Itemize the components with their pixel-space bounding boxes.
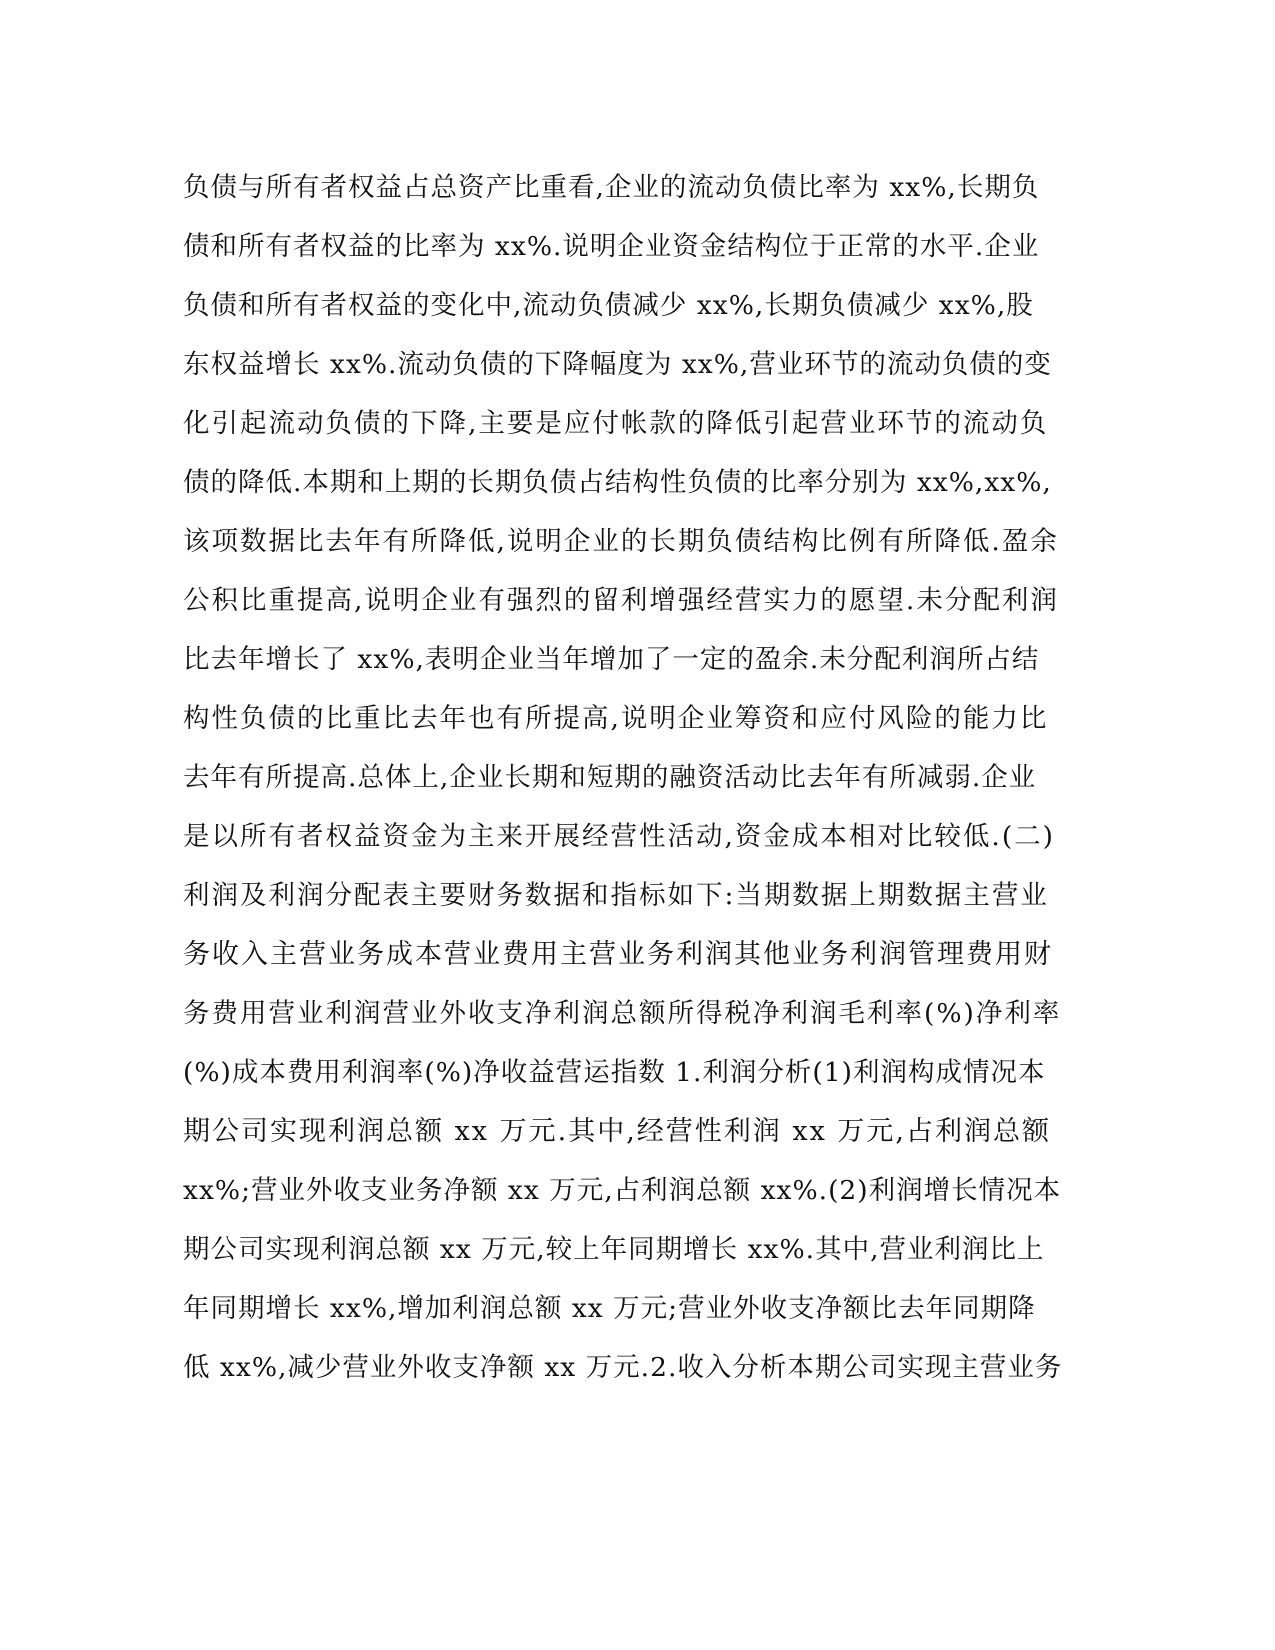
text-line: 利润及利润分配表主要财务数据和指标如下:当期数据上期数据主营业: [183, 880, 1049, 911]
text-line: 构性负债的比重比去年也有所提高,说明企业筹资和应付风险的能力比: [183, 703, 1049, 734]
text-line: 该项数据比去年有所降低,说明企业的长期负债结构比例有所降低.盈余: [183, 526, 1059, 557]
text-line: 债和所有者权益的比率为 xx%.说明企业资金结构位于正常的水平.企业: [183, 231, 1040, 262]
text-line: 负债与所有者权益占总资产比重看,企业的流动负债比率为 xx%,长期负: [183, 172, 1040, 203]
text-line: 东权益增长 xx%.流动负债的下降幅度为 xx%,营业环节的流动负债的变: [183, 349, 1052, 380]
text-line: 化引起流动负债的下降,主要是应付帐款的降低引起营业环节的流动负: [183, 408, 1049, 439]
text-line: 低 xx%,减少营业外收支净额 xx 万元.2.收入分析本期公司实现主营业务: [183, 1352, 1063, 1383]
text-line: 债的降低.本期和上期的长期负债占结构性负债的比率分别为 xx%,xx%,: [183, 467, 1052, 498]
text-line: 务费用营业利润营业外收支净利润总额所得税净利润毛利率(%)净利率: [183, 998, 1062, 1029]
text-line: (%)成本费用利润率(%)净收益营运指数 1.利润分析(1)利润构成情况本: [183, 1057, 1046, 1088]
text-line: 年同期增长 xx%,增加利润总额 xx 万元;营业外收支净额比去年同期降: [183, 1293, 1036, 1324]
text-line: 是以所有者权益资金为主来开展经营性活动,资金成本相对比较低.(二): [183, 821, 1056, 852]
text-line: xx%;营业外收支业务净额 xx 万元,占利润总额 xx%.(2)利润增长情况本: [183, 1175, 1062, 1206]
body-text: [183, 158, 1063, 1397]
text-line: 去年有所提高.总体上,企业长期和短期的融资活动比去年有所减弱.企业: [183, 762, 1037, 793]
text-line: 期公司实现利润总额 xx 万元.其中,经营性利润 xx 万元,占利润总额: [183, 1116, 1051, 1147]
text-line: 负债和所有者权益的变化中,流动负债减少 xx%,长期负债减少 xx%,股: [183, 290, 1034, 321]
text-line: 公积比重提高,说明企业有强烈的留利增强经营实力的愿望.未分配利润: [183, 585, 1059, 616]
text-line: 比去年增长了 xx%,表明企业当年增加了一定的盈余.未分配利润所占结: [183, 644, 1040, 675]
text-line: 务收入主营业务成本营业费用主营业务利润其他业务利润管理费用财: [183, 939, 1053, 970]
text-line: 期公司实现利润总额 xx 万元,较上年同期增长 xx%.其中,营业利润比上: [183, 1234, 1045, 1265]
